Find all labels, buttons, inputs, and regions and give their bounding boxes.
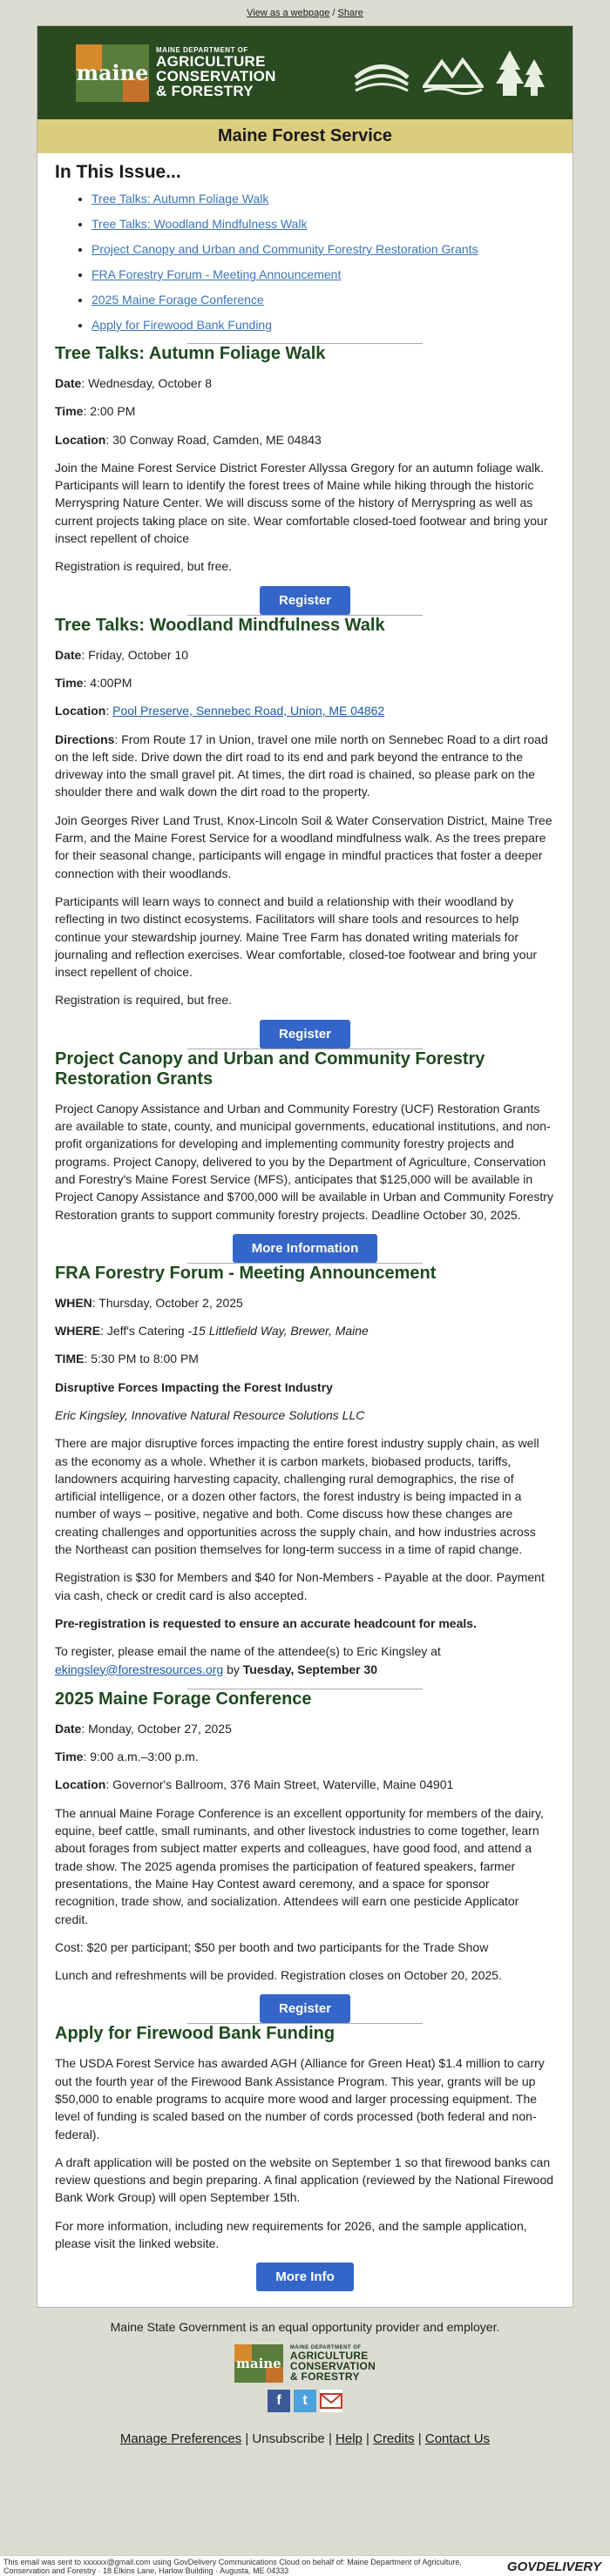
toc-item xyxy=(92,293,555,307)
logo-word: maine xyxy=(76,60,149,85)
section-body: For more information, including new requirements for 2026, and the sample application, please visit the linked website. xyxy=(55,2218,527,2251)
bottom-bar xyxy=(0,2555,610,2576)
toc-item xyxy=(92,318,555,332)
toc-link-woodland-mindfulness[interactable]: Tree Talks: Woodland Mindfulness Walk xyxy=(92,217,308,231)
footer xyxy=(0,2308,610,2446)
section-project-canopy xyxy=(55,1049,555,1264)
register-button-autumn[interactable]: Register xyxy=(260,586,350,615)
registration-fees: Registration is $30 for Members and $40 for Non-Members - Payable at the door. Payment via cash, check or credit card is also accepted. xyxy=(55,1570,545,1602)
location-link[interactable]: Pool Preserve, Sennebec Road, Union, ME 04862 xyxy=(112,704,385,718)
contact-us-link[interactable]: Contact Us xyxy=(424,2431,491,2447)
more-info-button[interactable]: More Info xyxy=(256,2262,354,2291)
banner-icons xyxy=(351,47,546,99)
facebook-icon[interactable]: f xyxy=(268,2390,290,2412)
section-autumn-foliage xyxy=(55,344,555,616)
event-lunch: Lunch and refreshments will be provided. Registration closes on October 20, 2025. xyxy=(55,1968,502,1983)
service-title-bar: Maine Forest Service xyxy=(37,119,573,153)
toc-link-fra-forum[interactable]: FRA Forestry Forum - Meeting Announcement xyxy=(92,267,342,281)
footer-logo-text: MAINE DEPARTMENT OF AGRICULTURE CONSERVATION & FORESTRY xyxy=(289,2345,376,2384)
event-directions: Directions: From Route 17 in Union, travel one mile north on Sennebec Road to a dirt road on the left side. Drive down the dirt road to its end and park beyond the entrance to the driveway into the small gravel pit. At times, the dirt road is chained, so please park on the shoulder there and walk down the dirt road to the property. xyxy=(55,732,548,799)
event-location: Location: Pool Preserve, Sennebec Road, Union, ME 04862 xyxy=(55,704,385,718)
event-time: Time: 2:00 PM xyxy=(55,404,136,419)
section-title: FRA Forestry Forum - Meeting Announcement xyxy=(55,1263,437,1283)
event-time: TIME: 5:30 PM to 8:00 PM xyxy=(55,1352,199,1366)
toc-link-project-canopy[interactable]: Project Canopy and Urban and Community Forestry Restoration Grants xyxy=(92,242,478,256)
top-links xyxy=(0,0,610,25)
help-link[interactable]: Help xyxy=(336,2431,363,2447)
farm-fields-icon xyxy=(351,51,412,95)
event-date: Date: Wednesday, October 8 xyxy=(55,376,213,390)
dacf-logo xyxy=(76,44,276,102)
view-as-webpage-link[interactable]: View as a webpage xyxy=(247,8,330,18)
section-title: Tree Talks: Woodland Mindfulness Walk xyxy=(55,615,385,635)
section-firewood-bank xyxy=(55,2024,555,2291)
table-of-contents xyxy=(55,192,555,332)
event-location: Location: Governor's Ballroom, 376 Main Street, Waterville, Maine 04901 xyxy=(55,1777,454,1792)
section-body: Project Canopy Assistance and Urban and Community Forestry (UCF) Restoration Grants are available to state, county, and municipal governments, educational institutions, and non-profit organizations for developing and implementing community forestry projects and programs. Project Canopy, delivered to you by the Department of Agriculture, Conservation and Forestry's Maine Forest Service (MFS), anticipates that $125,000 will be available in Project Canopy Assistance and $700,000 will be available in Urban and Community Forestry Restoration grants to support community forestry projects. Deadline October 30, 2025. xyxy=(55,1101,553,1222)
section-fra-forum xyxy=(55,1264,555,1689)
newsletter-content xyxy=(37,153,573,2307)
email-icon[interactable] xyxy=(320,2390,342,2412)
more-information-button[interactable]: More Information xyxy=(233,1234,378,1263)
section-body: There are major disruptive forces impacting the entire forest industry supply chain, as well as the economy as a whole. Whether it is carbon markets, biobased products, tariffs, landowners acquiring harvesting capacity, challenging rural demographics, the rise of artificial intelligence, or a dozen other factors, the forest industry is being impacted in a number of ways – positive, negative and both. Come discuss how these changes are creating challenges and opportunities across the supply chain, and how industries across the Northeast can position themselves for long-term success in a time of rapid change. xyxy=(55,1436,539,1557)
register-button-woodland[interactable]: Register xyxy=(260,1020,350,1049)
section-title: Project Canopy and Urban and Community Forestry Restoration Grants xyxy=(55,1049,485,1089)
toc-item xyxy=(92,267,555,281)
logo-name-line2: CONSERVATION xyxy=(156,68,276,84)
section-title: 2025 Maine Forage Conference xyxy=(55,1689,312,1709)
social-icons xyxy=(0,2390,610,2412)
sent-notice: This email was sent to xxxxxx@gmail.com using GovDelivery Communications Cloud on behalf of: Maine Department of Agriculture, Conservation and Forestry · 18 Elkins Lane, Harlow Building · Augusta, ME 04333 xyxy=(3,2558,462,2575)
email-link[interactable]: ekingsley@forestresources.org xyxy=(55,1662,224,1676)
section-body: Join the Maine Forest Service District Forester Allyssa Gregory for an autumn foliage walk. Participants will learn to identify the forest trees of Maine while hiking through the historic Merryspring Nature Center. We will discuss some of the history of Merryspring as well as current projects taking place on site. Wear comfortable closed-toed footwear and bring your insect repellent of choice xyxy=(55,460,548,546)
toc-link-forage-conference[interactable]: 2025 Maine Forage Conference xyxy=(92,293,264,307)
top-links-separator: / xyxy=(332,8,336,18)
toc-link-firewood-bank[interactable]: Apply for Firewood Bank Funding xyxy=(92,318,272,332)
footer-logo xyxy=(0,2344,610,2383)
unsubscribe-link[interactable]: Unsubscribe xyxy=(252,2431,325,2447)
toc-item xyxy=(92,217,555,231)
registration-instructions: To register, please email the name of the attendee(s) to Eric Kingsley at ekingsley@forestresources.org by Tuesday, September 30 xyxy=(55,1644,441,1676)
twitter-icon[interactable]: t xyxy=(294,2390,316,2412)
govdelivery-logo[interactable]: GOVDELIVERY xyxy=(506,2559,601,2574)
maine-logo-mark xyxy=(76,44,149,102)
preregistration-note: Pre-registration is requested to ensure an accurate headcount for meals. xyxy=(55,1615,477,1630)
newsletter-container xyxy=(37,25,573,2308)
logo-dept-line: MAINE DEPARTMENT OF xyxy=(156,46,248,54)
section-body: The annual Maine Forage Conference is an excellent opportunity for members of the dairy, equine, beef cattle, small ruminants, and other livestock industries to come together, learn about forages from subject matter experts and colleagues, have good food, and attend a trade show. The 2025 agenda promises the participation of featured speakers, farmer presentations, the Maine Hay Contest award ceremony, and a space for sponsor recognition, trade show, and socialization. Attendees will earn one pesticide Applicator credit. xyxy=(55,1805,544,1926)
logo-text xyxy=(156,47,276,98)
mountains-icon xyxy=(423,51,484,95)
section-body: Join Georges River Land Trust, Knox-Lincoln Soil & Water Conservation District, Maine Tree Farm, and the Maine Forest Service for a woodland mindfulness walk. As the trees prepare for their seasonal change, participants will engage in mindful practices that foster a deeper connection with their woodlands. xyxy=(55,813,552,880)
registration-note: Registration is required, but free. xyxy=(55,993,233,1008)
event-location: Location: 30 Conway Road, Camden, ME 04843 xyxy=(55,432,322,447)
manage-preferences-link[interactable]: Manage Preferences xyxy=(119,2431,242,2447)
section-title: Tree Talks: Autumn Foliage Walk xyxy=(55,344,326,363)
trees-icon xyxy=(494,47,546,99)
event-when: WHEN: Thursday, October 2, 2025 xyxy=(55,1295,243,1310)
registration-note: Registration is required, but free. xyxy=(55,559,233,574)
forum-topic: Disruptive Forces Impacting the Forest Industry xyxy=(55,1379,333,1394)
register-button-forage[interactable]: Register xyxy=(260,1994,350,2023)
event-where: WHERE: Jeff's Catering -15 Littlefield Way, Brewer, Maine xyxy=(55,1324,369,1339)
logo-name-line3: & FORESTRY xyxy=(156,83,254,99)
event-date: Date: Monday, October 27, 2025 xyxy=(55,1721,232,1736)
toc-item xyxy=(92,242,555,256)
section-body: Participants will learn ways to connect and build a relationship with their woodland by reflecting in two distinct ecosystems. Facilitators will share tools and resources to help continue your stewardship journey. Maine Tree Farm has donated writing materials for journaling and reflection exercises. Wear comfortable, closed-toe footwear and bring your insect repellent of choice. xyxy=(55,894,538,980)
event-time: Time: 4:00PM xyxy=(55,675,132,690)
footer-logo-mark: maine xyxy=(234,2344,283,2383)
event-cost: Cost: $20 per participant; $50 per booth and two participants for the Trade Show xyxy=(55,1939,489,1954)
section-body: A draft application will be posted on the website on September 1 so that firewood banks can review questions and begin preparing. A final application (reviewed by the National Firewood Bank Work Group) will open September 15th. xyxy=(55,2155,554,2205)
toc-item xyxy=(92,192,555,206)
equal-opportunity-statement: Maine State Government is an equal opportunity provider and employer. xyxy=(110,2320,500,2335)
section-body: The USDA Forest Service has awarded AGH (Alliance for Green Heat) $1.4 million to carry out the fourth year of the Firewood Bank Assistance Program. This year, grants will be up $50,000 to enable programs to acquire more wood and larger processing equipment. The level of funding is scaled based on the number of cords processed (both federal and non-federal). xyxy=(55,2056,545,2141)
footer-links: Manage Preferences | Unsubscribe | Help | Credits | Contact Us xyxy=(119,2431,491,2447)
header-banner xyxy=(37,26,573,119)
in-this-issue-heading: In This Issue... xyxy=(55,162,181,182)
share-link[interactable]: Share xyxy=(337,8,363,18)
credits-link[interactable]: Credits xyxy=(373,2431,415,2447)
section-woodland-mindfulness xyxy=(55,616,555,1049)
forum-speaker: Eric Kingsley, Innovative Natural Resource Solutions LLC xyxy=(55,1407,365,1422)
section-title: Apply for Firewood Bank Funding xyxy=(55,2024,336,2044)
event-date: Date: Friday, October 10 xyxy=(55,647,189,662)
logo-name-line1: AGRICULTURE xyxy=(156,53,266,70)
section-forage-conference xyxy=(55,1689,555,2025)
event-time: Time: 9:00 a.m.–3:00 p.m. xyxy=(55,1750,199,1764)
toc-link-autumn-foliage[interactable]: Tree Talks: Autumn Foliage Walk xyxy=(92,192,269,206)
